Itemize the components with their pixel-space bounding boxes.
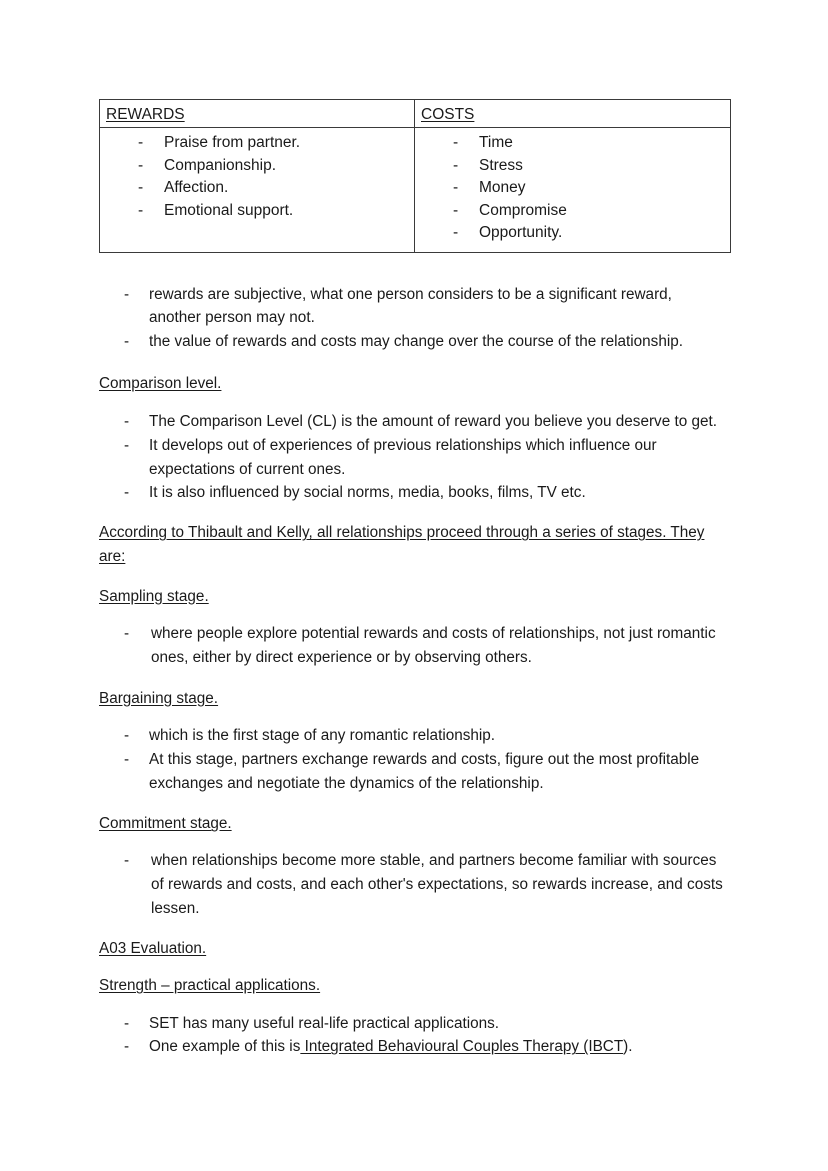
heading-bargaining-stage-label: Bargaining stage.: [99, 689, 219, 707]
heading-sampling-stage: [99, 585, 728, 609]
list-item: - It is also influenced by social norms, media, books, films, TV etc.: [99, 481, 728, 505]
commitment-stage-list: [99, 849, 728, 920]
stages-intro-text: According to Thibault and Kelly, all relationships proceed through a series of stages. They are:: [99, 524, 705, 565]
list-item: - where people explore potential rewards and costs of relationships, not just romantic ones, either by direct experience or by observing others.: [99, 622, 728, 669]
heading-commitment-stage: [99, 812, 728, 836]
list-item: - Stress: [415, 156, 730, 177]
spacer: [99, 253, 728, 283]
heading-evaluation: [99, 937, 728, 961]
list-item: - rewards are subjective, what one person considers to be a significant reward, another person may not.: [99, 283, 728, 330]
heading-sampling-stage-label: Sampling stage.: [99, 587, 209, 605]
list-item: - which is the first stage of any romantic relationship.: [99, 724, 728, 748]
bargaining-stage-list: [99, 724, 728, 795]
list-item: - Emotional support.: [100, 201, 414, 222]
table-body-row: [100, 128, 731, 253]
spacer: [99, 395, 728, 410]
spacer: [99, 998, 728, 1012]
list-item: - SET has many useful real-life practical applications.: [99, 1012, 728, 1036]
final-point-lead: One example of this is: [149, 1038, 301, 1056]
spacer: [99, 920, 728, 937]
rewards-list-wrapper: [100, 128, 414, 229]
spacer: [99, 354, 728, 372]
list-item: - Affection.: [100, 178, 414, 199]
list-item: - Compromise: [415, 201, 730, 222]
list-item: [99, 1035, 728, 1059]
spacer: [99, 505, 728, 521]
spacer: [99, 795, 728, 812]
comparison-level-list: [99, 410, 728, 505]
list-item: - Praise from partner.: [100, 133, 414, 154]
final-point-tail: ).: [623, 1038, 633, 1056]
spacer: [99, 608, 728, 622]
final-point-underlined: Integrated Behavioural Couples Therapy (IBCT: [300, 1038, 624, 1056]
rewards-header: [100, 100, 414, 127]
spacer: [99, 670, 728, 687]
spacer: [99, 710, 728, 724]
list-item: - Time: [415, 133, 730, 154]
table-cell-rewards-header: [100, 100, 415, 128]
list-item: - The Comparison Level (CL) is the amount of reward you believe you deserve to get.: [99, 410, 728, 434]
document-content: [99, 99, 728, 1059]
spacer: [99, 961, 728, 974]
list-item: - the value of rewards and costs may change over the course of the relationship.: [99, 330, 728, 354]
heading-strength-practical-applications: [99, 974, 728, 998]
rewards-costs-table: [99, 99, 731, 253]
rewards-header-label: REWARDS: [106, 106, 185, 123]
spacer: [99, 569, 728, 585]
heading-commitment-stage-label: Commitment stage.: [99, 815, 232, 833]
list-item: - Opportunity.: [415, 223, 730, 244]
costs-list-wrapper: [415, 128, 730, 252]
costs-header-label: COSTS: [421, 106, 475, 123]
list-item: - Companionship.: [100, 156, 414, 177]
stages-intro-paragraph: [99, 521, 728, 568]
table-cell-costs-body: [415, 128, 731, 253]
costs-header: [415, 100, 730, 127]
heading-bargaining-stage: [99, 687, 728, 711]
rewards-list: [100, 133, 414, 221]
table-cell-costs-header: [415, 100, 731, 128]
table-header-row: [100, 100, 731, 128]
list-item: - At this stage, partners exchange rewards and costs, figure out the most profitable exchanges and negotiate the dynamics of the relationship.: [99, 748, 728, 795]
costs-list: [415, 133, 730, 244]
heading-comparison-level-label: Comparison level.: [99, 374, 222, 392]
heading-comparison-level: [99, 372, 728, 396]
spacer: [99, 836, 728, 849]
list-item: - when relationships become more stable, and partners become familiar with sources of rewards and costs, and each other's expectations, so rewards increase, and costs lessen.: [99, 849, 728, 920]
sampling-stage-list: [99, 622, 728, 669]
heading-strength-label: Strength – practical applications.: [99, 976, 321, 994]
intro-points-list: [99, 283, 728, 354]
heading-evaluation-label: A03 Evaluation.: [99, 940, 207, 958]
list-item: - Money: [415, 178, 730, 199]
list-item: - It develops out of experiences of previous relationships which influence our expectations of current ones.: [99, 434, 728, 481]
table-cell-rewards-body: [100, 128, 415, 253]
evaluation-list: [99, 1012, 728, 1059]
